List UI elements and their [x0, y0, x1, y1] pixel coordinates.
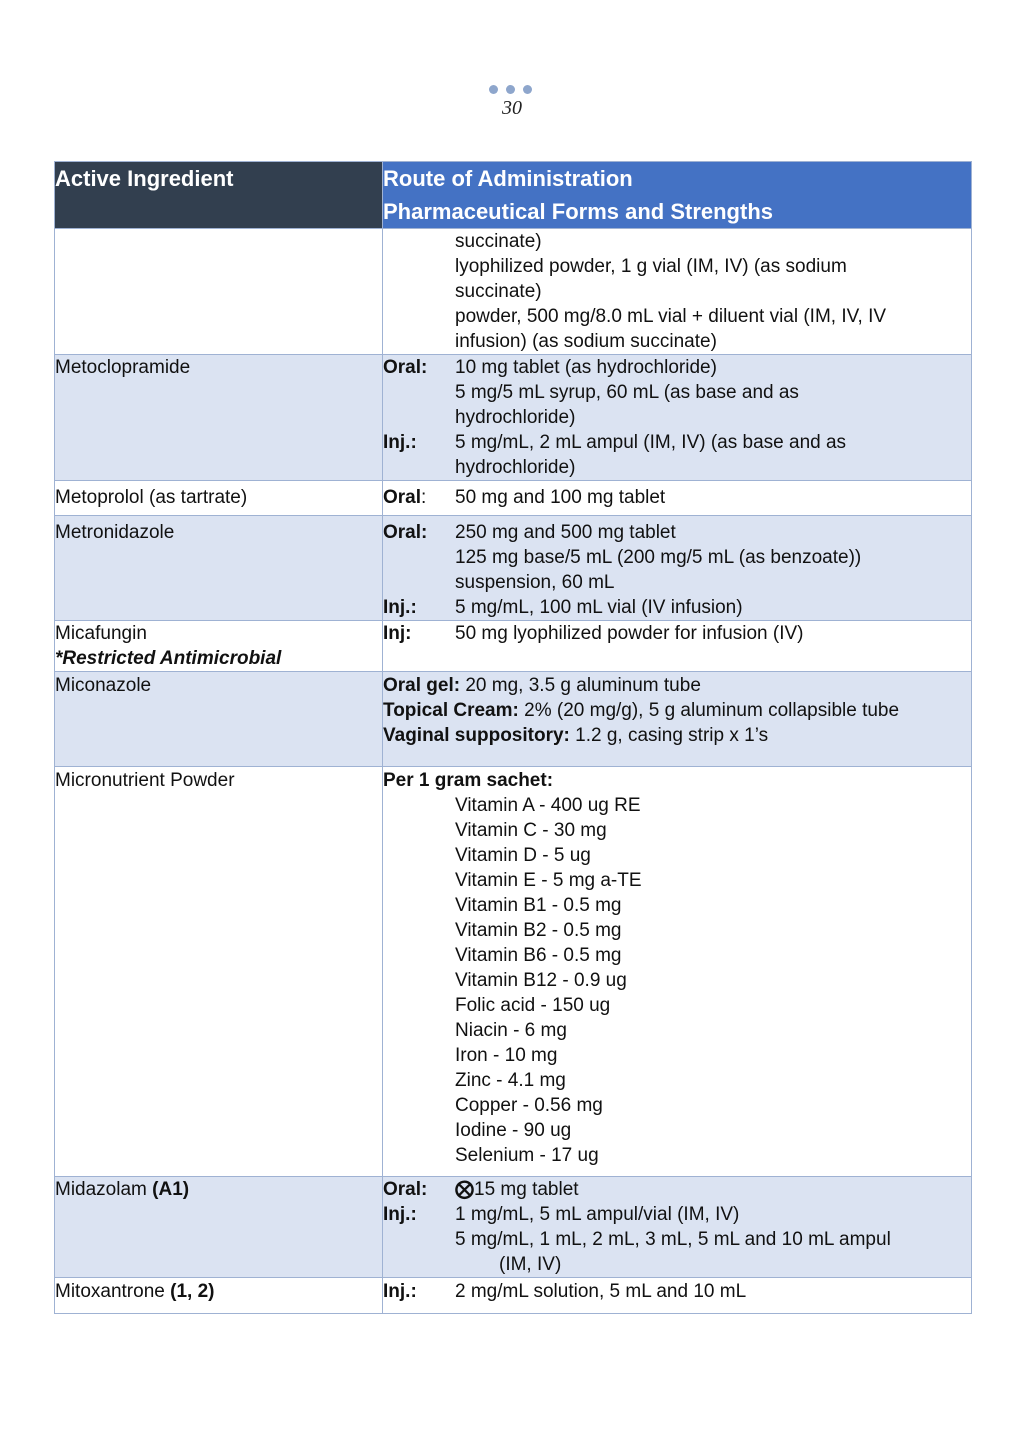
table-row [55, 481, 972, 516]
route-line [383, 595, 971, 620]
ingredient-cell: Metronidazole [55, 516, 383, 621]
ingredient-cell: Metoclopramide [55, 355, 383, 481]
ingredient-name: Midazolam [55, 1179, 147, 1200]
header-route-forms [383, 162, 972, 229]
nutrient-item: Copper - 0.56 mg [455, 1095, 603, 1116]
form-line: succinate) [455, 231, 542, 252]
form-label: Topical Cream: [383, 700, 519, 721]
nutrient-item: Vitamin B2 - 0.5 mg [455, 920, 622, 941]
ornament-dot [523, 85, 532, 94]
form-text: 2 mg/mL solution, 5 mL and 10 mL [455, 1281, 747, 1302]
table-row [55, 516, 972, 621]
table-row [55, 355, 972, 481]
route-line [383, 355, 971, 380]
form-line: 5 mg/5 mL syrup, 60 mL (as base and as [455, 382, 799, 403]
form-line: hydrochloride) [455, 407, 576, 428]
nutrient-list [383, 793, 971, 1168]
form-text: 5 mg/mL, 2 mL ampul (IM, IV) (as base and as [455, 432, 847, 453]
nutrient-item: Vitamin E - 5 mg a-TE [455, 870, 642, 891]
nutrient-item: Vitamin A - 400 ug RE [455, 795, 641, 816]
table-row [55, 621, 972, 672]
form-line: 125 mg base/5 mL (200 mg/5 mL (as benzoate)) [455, 547, 862, 568]
nutrient-item: Iron - 10 mg [455, 1045, 558, 1066]
route-label: Oral: [383, 1179, 428, 1200]
table-row [55, 229, 972, 355]
controlled-symbol-icon: ⨂ [455, 1179, 474, 1200]
route-line [383, 485, 971, 510]
form-text: 50 mg and 100 mg tablet [455, 487, 666, 508]
form-line: powder, 500 mg/8.0 mL vial + diluent vial (IM, IV, IV [455, 306, 887, 327]
route-label: Inj.: [383, 432, 417, 453]
forms-cell [383, 767, 972, 1177]
nutrient-item: Vitamin B6 - 0.5 mg [455, 945, 622, 966]
formulary-table [54, 161, 972, 1314]
route-label: Inj.: [383, 1204, 417, 1225]
route-line [383, 520, 971, 545]
form-text: 250 mg and 500 mg tablet [455, 522, 676, 543]
page-number: 30 [502, 97, 522, 119]
ingredient-name: Mitoxantrone [55, 1281, 165, 1302]
nutrient-item: Vitamin C - 30 mg [455, 820, 607, 841]
nutrient-item: Niacin - 6 mg [455, 1020, 567, 1041]
route-line [383, 621, 971, 646]
ingredient-cell: Metoprolol (as tartrate) [55, 481, 383, 516]
forms-cell [383, 1278, 972, 1314]
nutrient-item: Selenium - 17 ug [455, 1145, 599, 1166]
nutrient-item: Vitamin B1 - 0.5 mg [455, 895, 622, 916]
nutrient-item: Folic acid - 150 ug [455, 995, 611, 1016]
form-text: 10 mg tablet (as hydrochloride) [455, 357, 717, 378]
ingredient-code: (1, 2) [170, 1281, 215, 1302]
ornament-dot [489, 85, 498, 94]
page-ornament-dots [489, 85, 532, 94]
forms-cell [383, 355, 972, 481]
form-line: (IM, IV) [499, 1254, 562, 1275]
form-line: infusion) (as sodium succinate) [455, 331, 717, 352]
forms-cell [383, 672, 972, 767]
route-colon: : [421, 487, 427, 508]
ingredient-cell [55, 1177, 383, 1278]
form-text: 1.2 g, casing strip x 1’s [569, 725, 769, 746]
route-line [383, 1177, 971, 1202]
form-line: lyophilized powder, 1 g vial (IM, IV) (as sodium [455, 256, 847, 277]
form-label: Oral gel: [383, 675, 461, 696]
table-row [55, 767, 972, 1177]
ingredient-name: Micafungin [55, 623, 147, 644]
table-row [55, 1177, 972, 1278]
form-line [383, 698, 971, 723]
forms-cell [383, 481, 972, 516]
table-row [55, 672, 972, 767]
nutrient-item: Vitamin B12 - 0.9 ug [455, 970, 627, 991]
form-line: suspension, 60 mL [455, 572, 615, 593]
ingredient-cell [55, 1278, 383, 1314]
sachet-label: Per 1 gram sachet: [383, 770, 554, 791]
header-route: Route of Administration [383, 166, 633, 191]
route-label-wrap [383, 485, 455, 510]
route-line [383, 430, 971, 455]
ingredient-cell [55, 621, 383, 672]
form-text: 1 mg/mL, 5 mL ampul/vial (IM, IV) [455, 1204, 740, 1225]
forms-cell [383, 621, 972, 672]
form-line [383, 673, 971, 698]
form-line: 5 mg/mL, 1 mL, 2 mL, 3 mL, 5 mL and 10 mL ampul [455, 1229, 891, 1250]
forms-cell [383, 229, 972, 355]
nutrient-item: Iodine - 90 ug [455, 1120, 572, 1141]
ingredient-cell [55, 229, 383, 355]
route-label: Oral: [383, 357, 428, 378]
route-label: Inj.: [383, 597, 417, 618]
forms-cell [383, 516, 972, 621]
ornament-dot [506, 85, 515, 94]
route-label: Inj.: [383, 1281, 417, 1302]
table-header-row [55, 162, 972, 229]
ingredient-cell: Miconazole [55, 672, 383, 767]
route-label: Oral: [383, 522, 428, 543]
route-label: Oral [383, 487, 422, 508]
ingredient-cell: Micronutrient Powder [55, 767, 383, 1177]
restricted-note: *Restricted Antimicrobial [55, 648, 282, 669]
table-row [55, 1278, 972, 1314]
nutrient-item: Zinc - 4.1 mg [455, 1070, 566, 1091]
form-text-wrap [455, 1177, 971, 1202]
form-line: hydrochloride) [455, 457, 576, 478]
header-active-ingredient: Active Ingredient [55, 162, 383, 229]
form-text: 50 mg lyophilized powder for infusion (IV) [455, 623, 804, 644]
form-line [383, 723, 971, 748]
route-label: Inj: [383, 623, 412, 644]
form-label: Vaginal suppository: [383, 725, 570, 746]
route-line [383, 1202, 971, 1227]
form-text: 20 mg, 3.5 g aluminum tube [460, 675, 701, 696]
form-text: 5 mg/mL, 100 mL vial (IV infusion) [455, 597, 743, 618]
nutrient-item: Vitamin D - 5 ug [455, 845, 591, 866]
form-text: 2% (20 mg/g), 5 g aluminum collapsible tube [518, 700, 900, 721]
form-line: succinate) [455, 281, 542, 302]
form-text: 15 mg tablet [474, 1179, 579, 1200]
forms-cell [383, 1177, 972, 1278]
ingredient-code: (A1) [152, 1179, 190, 1200]
header-forms: Pharmaceutical Forms and Strengths [383, 199, 773, 224]
route-line [383, 1279, 971, 1304]
